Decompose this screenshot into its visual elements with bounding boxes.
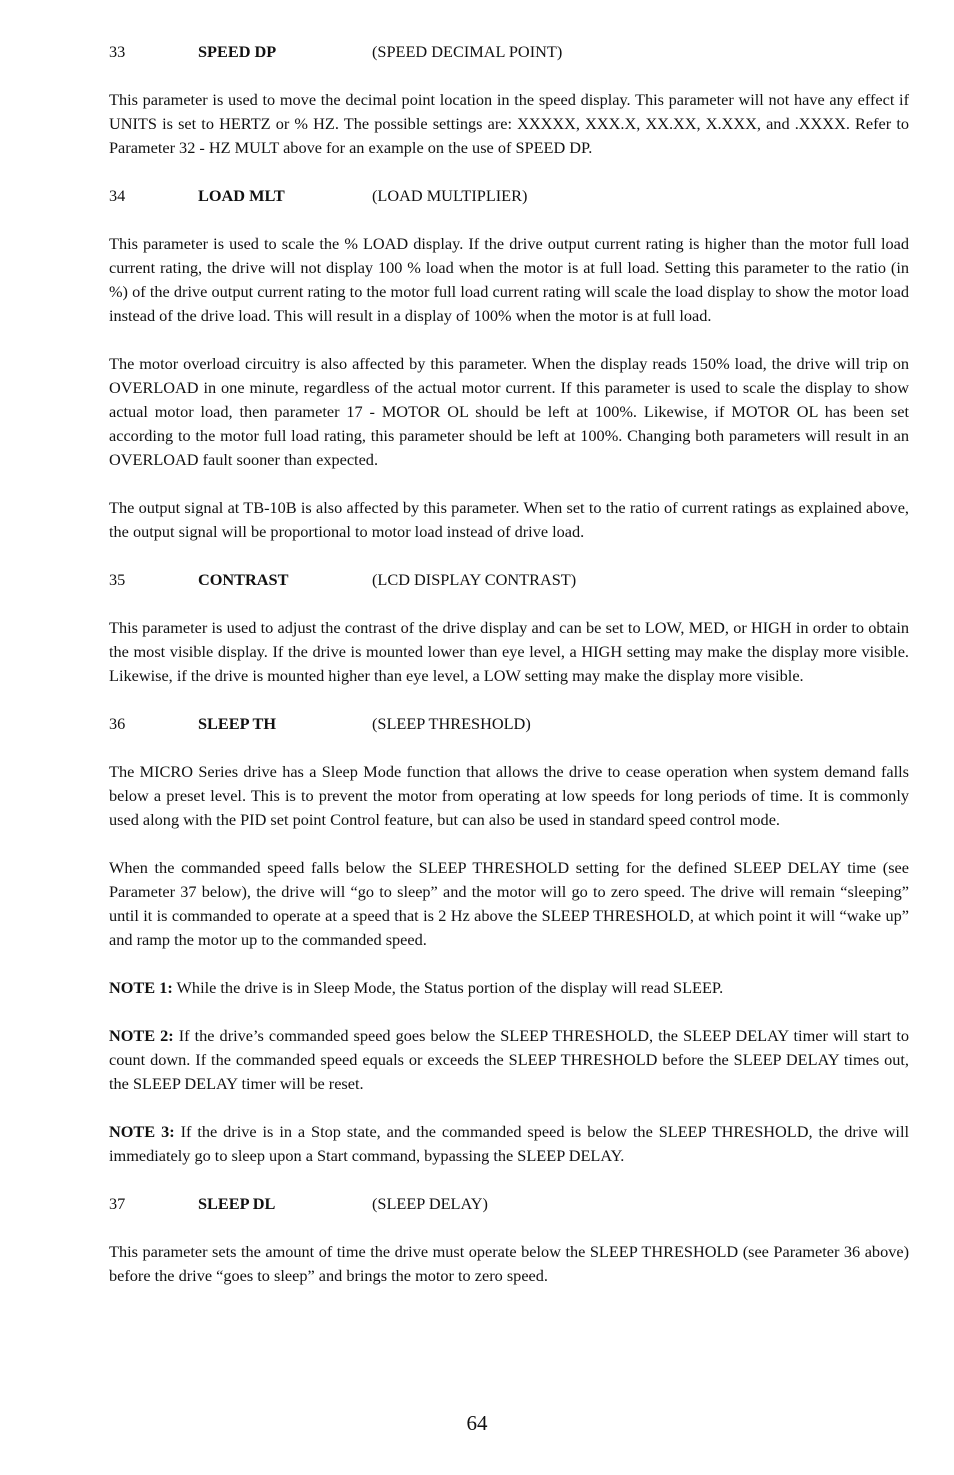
parameter-description: (SLEEP THRESHOLD)	[372, 714, 531, 733]
parameter-heading	[109, 40, 909, 64]
paragraph: The MICRO Series drive has a Sleep Mode function that allows the drive to cease operation when system demand falls below a preset level. This is to prevent the motor from operating at low speeds for long periods of time. It is commonly used along with the PID set point Control feature, but can also be used in standard speed control mode.	[109, 762, 909, 829]
paragraph: The output signal at TB-10B is also affected by this parameter. When set to the ratio of current ratings as explained above, the output signal will be proportional to motor load instead of drive load.	[109, 498, 909, 541]
note-label: NOTE 3:	[109, 1122, 175, 1141]
document-page	[109, 40, 909, 1312]
parameter-heading	[109, 568, 909, 592]
paragraph: This parameter is used to adjust the contrast of the drive display and can be set to LOW, MED, or HIGH in order to obtain the most visible display. If the drive is mounted lower than eye level, a HIGH setting may make the display more visible. Likewise, if the drive is mounted higher than eye level, a LOW setting may make the display more visible.	[109, 618, 909, 685]
paragraph: This parameter is used to scale the % LOAD display. If the drive output current rating is higher than the motor full load current rating, the drive will not display 100 % load when the motor is at full load. Setting this parameter to the ratio (in %) of the drive output current rating to the motor full load current rating will scale the load display to show the motor load instead of the drive load. This will result in a display of 100% when the motor is at full load.	[109, 234, 909, 325]
parameter-number: 33	[109, 42, 126, 61]
note	[109, 1120, 909, 1168]
parameter-name: SLEEP DL	[198, 1194, 276, 1213]
note-text: If the drive is in a Stop state, and the commanded speed is below the SLEEP THRESHOLD, the drive will immediately go to sleep upon a Start command, bypassing the SLEEP DELAY.	[109, 1122, 909, 1165]
note-label: NOTE 2:	[109, 1026, 174, 1045]
parameter-number: 36	[109, 714, 126, 733]
parameter-description: (LCD DISPLAY CONTRAST)	[372, 570, 577, 589]
parameter-heading	[109, 1192, 909, 1216]
parameter-heading	[109, 184, 909, 208]
paragraph: When the commanded speed falls below the SLEEP THRESHOLD setting for the defined SLEEP DELAY time (see Parameter 37 below), the drive will “go to sleep” and the motor will go to zero speed. The drive will remain “sleeping” until it is commanded to operate at a speed that is 2 Hz above the SLEEP THRESHOLD, at which point it will “wake up” and ramp the motor up to the commanded speed.	[109, 858, 909, 949]
parameter-number: 34	[109, 186, 126, 205]
note	[109, 976, 909, 1000]
paragraph: This parameter sets the amount of time the drive must operate below the SLEEP THRESHOLD (see Parameter 36 above) before the drive “goes to sleep” and brings the motor to zero speed.	[109, 1242, 909, 1285]
paragraph: The motor overload circuitry is also affected by this parameter. When the display reads 150% load, the drive will trip on OVERLOAD in one minute, regardless of the actual motor current. If this parameter is used to scale the display to show actual motor load, then parameter 17 - MOTOR OL should be left at 100%. Likewise, if MOTOR OL has been set according to the motor full load rating, this parameter should be left at 100%. Changing both parameters will result in an OVERLOAD fault sooner than expected.	[109, 354, 909, 469]
parameter-name: SLEEP TH	[198, 714, 276, 733]
note	[109, 1024, 909, 1096]
parameter-name: CONTRAST	[198, 570, 289, 589]
parameter-name: LOAD MLT	[198, 186, 285, 205]
note-text: If the drive’s commanded speed goes below the SLEEP THRESHOLD, the SLEEP DELAY timer will start to count down. If the commanded speed equals or exceeds the SLEEP THRESHOLD before the SLEEP DELAY times out, the SLEEP DELAY timer will be reset.	[109, 1026, 909, 1093]
parameter-name: SPEED DP	[198, 42, 277, 61]
parameter-description: (LOAD MULTIPLIER)	[372, 186, 528, 205]
parameter-description: (SLEEP DELAY)	[372, 1194, 488, 1213]
page-number: 64	[466, 1411, 488, 1435]
parameter-description: (SPEED DECIMAL POINT)	[372, 42, 563, 61]
parameter-heading	[109, 712, 909, 736]
note-text: While the drive is in Sleep Mode, the Status portion of the display will read SLEEP.	[172, 978, 724, 997]
note-label: NOTE 1:	[109, 978, 173, 997]
parameter-number: 35	[109, 570, 126, 589]
parameter-number: 37	[109, 1194, 126, 1213]
paragraph: This parameter is used to move the decimal point location in the speed display. This parameter will not have any effect if UNITS is set to HERTZ or % HZ. The possible settings are: XXXXX, XXX.X, XX.XX, X.XXX, and .XXXX. Refer to Parameter 32 - HZ MULT above for an example on the use of SPEED DP.	[109, 90, 909, 157]
